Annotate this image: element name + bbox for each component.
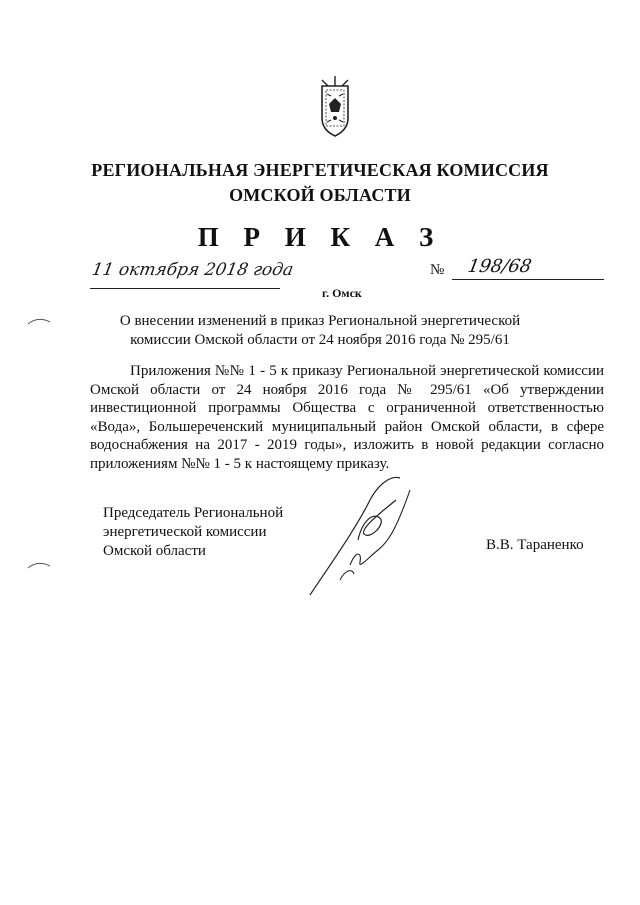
document-type: П Р И К А З	[197, 222, 443, 252]
signer-position-line3: Омской области	[103, 543, 206, 559]
signer-position-line2: энергетической комиссии	[103, 524, 267, 540]
handwritten-date: 11 октября 2018 года	[90, 260, 295, 280]
margin-mark	[26, 560, 52, 570]
coat-of-arms-icon	[318, 74, 352, 138]
org-name-line1: РЕГИОНАЛЬНАЯ ЭНЕРГЕТИЧЕСКАЯ КОМИССИЯ	[91, 160, 549, 180]
signer-name: В.В. Тараненко	[486, 537, 584, 553]
city: г. Омск	[322, 286, 362, 300]
handwritten-number: 198/68	[466, 256, 534, 277]
signer-position-line1: Председатель Региональной	[103, 505, 284, 521]
handwritten-signature-icon	[300, 470, 440, 600]
org-name-line2: ОМСКОЙ ОБЛАСТИ	[229, 185, 411, 205]
margin-mark	[26, 316, 52, 326]
order-body-paragraph: Приложения №№ 1 - 5 к приказу Региональной энергетической комиссии Омской области от 24 ноября 2016 года № 295/61 «Об утверждении инвестиционной программы Общества с ограниченной ответственностью «Вода», Большереченский муниципальный район Омской области, в сфере водоснабжения на 2017 - 2019 годы», изложить в новой редакции согласно приложениям №№ 1 - 5 к настоящему приказу.	[90, 363, 604, 472]
order-title-line2: комиссии Омской области от 24 ноября 2016 года № 295/61	[130, 332, 510, 348]
number-sign: №	[430, 262, 445, 278]
order-title-line1: О внесении изменений в приказ Региональной энергетической	[119, 313, 521, 329]
